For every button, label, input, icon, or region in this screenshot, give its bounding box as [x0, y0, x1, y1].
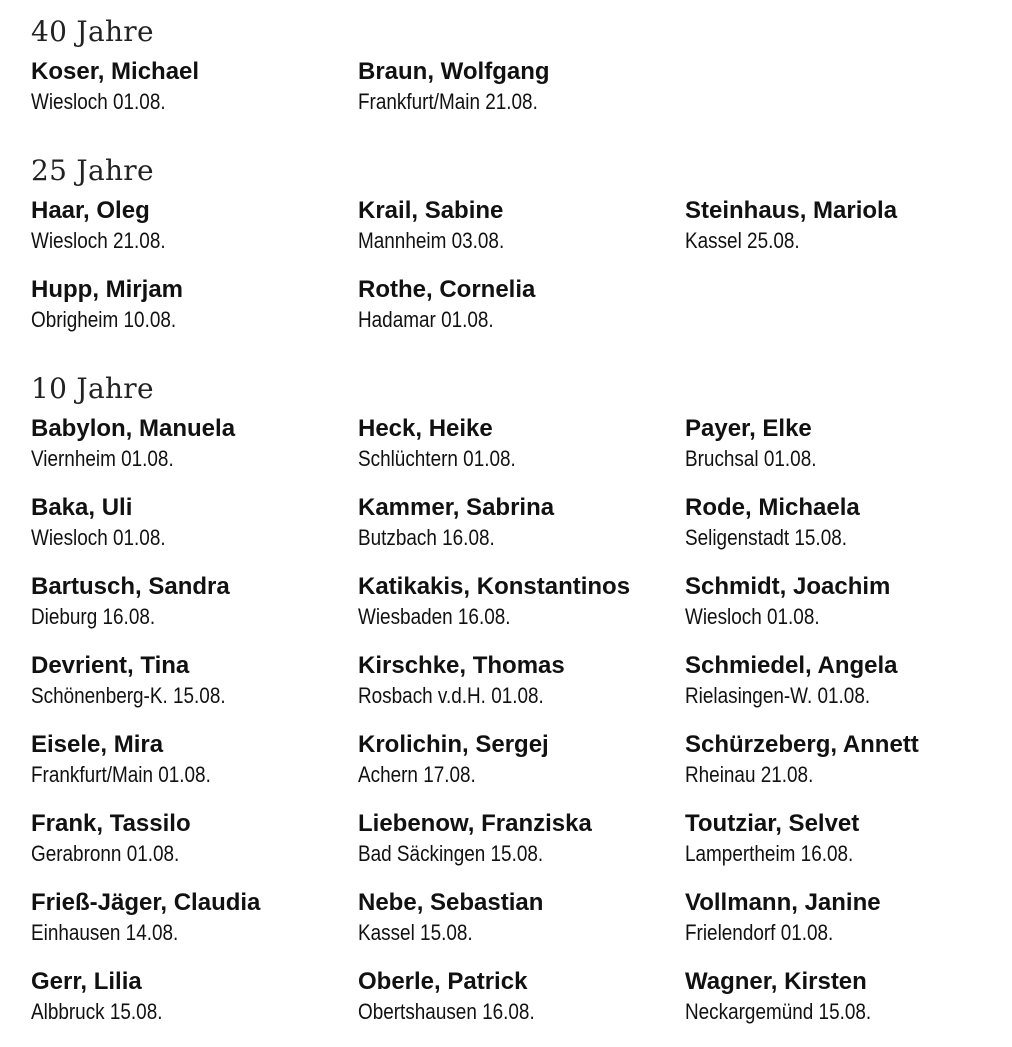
- person-name: Baka, Uli: [31, 494, 133, 521]
- person-entry: [358, 196, 678, 256]
- person-place-date: Butzbach 16.08.: [358, 525, 495, 550]
- person-entry: [358, 493, 678, 553]
- person-name: Frieß-Jäger, Claudia: [31, 889, 261, 916]
- person-place-date: Einhausen 14.08.: [31, 920, 179, 945]
- person-entry: [31, 967, 351, 1027]
- person-entry: [358, 730, 678, 790]
- person-place-date: Achern 17.08.: [358, 762, 476, 787]
- person-name: Hupp, Mirjam: [31, 276, 184, 303]
- person-entry: [358, 967, 678, 1027]
- person-name: Gerr, Lilia: [31, 968, 142, 995]
- person-place-date: Obrigheim 10.08.: [31, 307, 177, 332]
- section-heading-10: 10 Jahre: [31, 372, 154, 405]
- person-place-date: Dieburg 16.08.: [31, 604, 156, 629]
- person-place-date: Viernheim 01.08.: [31, 446, 174, 471]
- person-place-date: Wiesbaden 16.08.: [358, 604, 511, 629]
- person-place-date: Wiesloch 21.08.: [31, 228, 166, 253]
- person-entry: [31, 572, 351, 632]
- person-entry: [358, 651, 678, 711]
- person-name: Nebe, Sebastian: [358, 889, 544, 916]
- person-place-date: Frankfurt/Main 21.08.: [358, 89, 538, 114]
- person-entry: [685, 967, 1005, 1027]
- person-entry: [685, 414, 1005, 474]
- person-name: Rode, Michaela: [685, 494, 860, 521]
- person-name: Wagner, Kirsten: [685, 968, 867, 995]
- person-place-date: Gerabronn 01.08.: [31, 841, 180, 866]
- person-name: Payer, Elke: [685, 415, 812, 442]
- person-place-date: Rosbach v.d.H. 01.08.: [358, 683, 544, 708]
- person-entry: [685, 809, 1005, 869]
- person-name: Liebenow, Franziska: [358, 810, 592, 837]
- person-name: Vollmann, Janine: [685, 889, 881, 916]
- person-place-date: Frankfurt/Main 01.08.: [31, 762, 211, 787]
- person-entry: [358, 275, 678, 335]
- person-place-date: Bad Säckingen 15.08.: [358, 841, 544, 866]
- person-entry: [685, 196, 1005, 256]
- person-place-date: Wiesloch 01.08.: [31, 525, 166, 550]
- person-name: Koser, Michael: [31, 58, 200, 85]
- person-place-date: Hadamar 01.08.: [358, 307, 494, 332]
- person-entry: [685, 730, 1005, 790]
- person-entry: [31, 730, 351, 790]
- person-name: Steinhaus, Mariola: [685, 197, 898, 224]
- person-entry: [358, 572, 678, 632]
- person-name: Krail, Sabine: [358, 197, 504, 224]
- person-name: Devrient, Tina: [31, 652, 190, 679]
- person-place-date: Kassel 25.08.: [685, 228, 800, 253]
- person-name: Heck, Heike: [358, 415, 493, 442]
- person-name: Bartusch, Sandra: [31, 573, 230, 600]
- person-entry: [31, 809, 351, 869]
- person-place-date: Lampertheim 16.08.: [685, 841, 854, 866]
- person-name: Haar, Oleg: [31, 197, 150, 224]
- person-name: Katikakis, Konstantinos: [358, 573, 631, 600]
- person-place-date: Schlüchtern 01.08.: [358, 446, 516, 471]
- person-name: Oberle, Patrick: [358, 968, 528, 995]
- person-entry: [685, 493, 1005, 553]
- person-entry: [685, 888, 1005, 948]
- person-place-date: Neckargemünd 15.08.: [685, 999, 872, 1024]
- person-place-date: Wiesloch 01.08.: [31, 89, 166, 114]
- person-name: Braun, Wolfgang: [358, 58, 550, 85]
- section-heading-40: 40 Jahre: [31, 15, 154, 48]
- section-heading-25: 25 Jahre: [31, 154, 154, 187]
- person-place-date: Kassel 15.08.: [358, 920, 473, 945]
- person-place-date: Obertshausen 16.08.: [358, 999, 535, 1024]
- person-entry: [685, 651, 1005, 711]
- person-entry: [31, 493, 351, 553]
- person-entry: [358, 57, 678, 117]
- person-entry: [31, 275, 351, 335]
- person-place-date: Wiesloch 01.08.: [685, 604, 820, 629]
- person-entry: [685, 572, 1005, 632]
- person-place-date: Bruchsal 01.08.: [685, 446, 817, 471]
- person-name: Kirschke, Thomas: [358, 652, 565, 679]
- person-entry: [358, 888, 678, 948]
- person-entry: [31, 888, 351, 948]
- person-entry: [31, 57, 351, 117]
- person-place-date: Seligenstadt 15.08.: [685, 525, 848, 550]
- person-entry: [358, 809, 678, 869]
- person-entry: [31, 414, 351, 474]
- person-name: Schürzeberg, Annett: [685, 731, 919, 758]
- person-name: Frank, Tassilo: [31, 810, 191, 837]
- person-place-date: Frielendorf 01.08.: [685, 920, 834, 945]
- person-place-date: Rielasingen-W. 01.08.: [685, 683, 871, 708]
- person-place-date: Mannheim 03.08.: [358, 228, 505, 253]
- person-name: Krolichin, Sergej: [358, 731, 549, 758]
- person-name: Babylon, Manuela: [31, 415, 236, 442]
- person-name: Eisele, Mira: [31, 731, 164, 758]
- person-name: Rothe, Cornelia: [358, 276, 536, 303]
- person-entry: [358, 414, 678, 474]
- person-name: Schmiedel, Angela: [685, 652, 898, 679]
- person-name: Kammer, Sabrina: [358, 494, 555, 521]
- person-entry: [31, 196, 351, 256]
- person-entry: [31, 651, 351, 711]
- person-place-date: Albbruck 15.08.: [31, 999, 163, 1024]
- person-place-date: Schönenberg-K. 15.08.: [31, 683, 226, 708]
- person-place-date: Rheinau 21.08.: [685, 762, 814, 787]
- person-name: Toutziar, Selvet: [685, 810, 860, 837]
- person-name: Schmidt, Joachim: [685, 573, 891, 600]
